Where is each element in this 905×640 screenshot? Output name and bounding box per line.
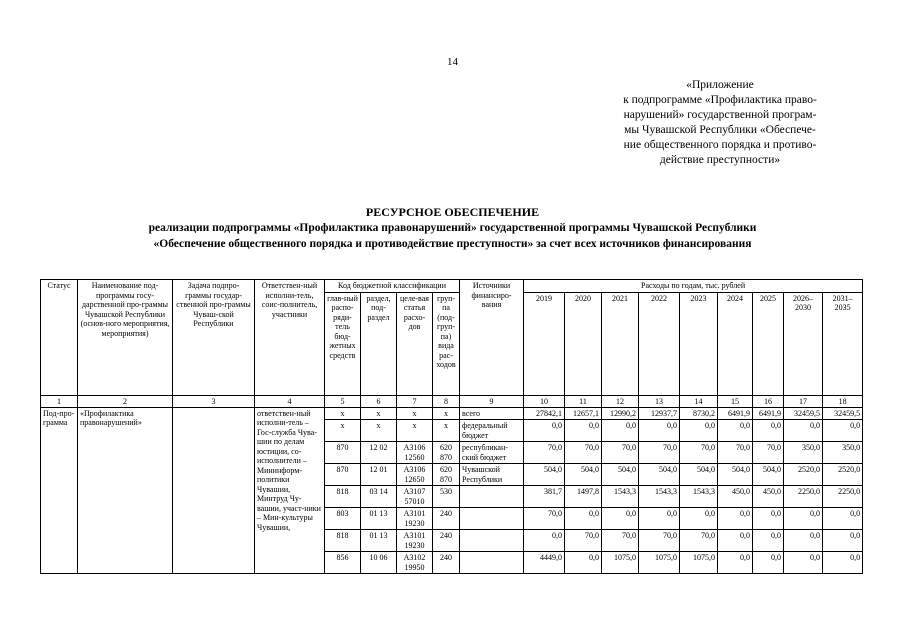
- header-year: 2031–2035: [823, 292, 863, 395]
- header-expense-group: груп-па (под-груп-па) вида рас-ходов: [433, 292, 460, 395]
- expense-value-cell: 70,0: [639, 530, 680, 552]
- expense-value-cell: 2250,0: [784, 486, 823, 508]
- column-number-row: [41, 395, 863, 407]
- expense-value-cell: 4449,0: [524, 552, 565, 574]
- target-article-cell: А3106 12650: [397, 464, 433, 486]
- expense-value-cell: 504,0: [602, 464, 639, 486]
- expense-value-cell: 0,0: [718, 530, 753, 552]
- column-number-cell: 10: [524, 395, 565, 407]
- column-number-cell: 1: [41, 395, 78, 407]
- funding-source-cell: [460, 552, 524, 574]
- column-number-cell: 6: [361, 395, 397, 407]
- column-number-cell: 16: [753, 395, 784, 407]
- task-cell: [173, 407, 255, 574]
- header-section: раздел, под-раздел: [361, 292, 397, 395]
- section-cell: 12 01: [361, 464, 397, 486]
- expense-group-cell: 240: [433, 530, 460, 552]
- header-chief-manager: глав-ный распо-ряди-тель бюд-жетных средств: [325, 292, 361, 395]
- appendix-line: «Приложение: [686, 79, 754, 91]
- expense-value-cell: 2520,0: [784, 464, 823, 486]
- chief-manager-cell: x: [325, 420, 361, 442]
- expense-value-cell: 0,0: [680, 508, 718, 530]
- expense-value-cell: 8730,2: [680, 407, 718, 420]
- funding-source-cell: [460, 530, 524, 552]
- column-number-cell: 4: [255, 395, 325, 407]
- column-number-cell: 18: [823, 395, 863, 407]
- expense-value-cell: 0,0: [639, 508, 680, 530]
- document-title-block: [0, 204, 905, 252]
- header-status: Статус: [41, 280, 78, 396]
- document-subtitle-line: реализации подпрограммы «Профилактика правонарушений» государственной программы Чувашской Республики: [148, 222, 757, 234]
- expense-value-cell: 32459,5: [823, 407, 863, 420]
- expense-value-cell: 70,0: [753, 442, 784, 464]
- column-number-cell: 12: [602, 395, 639, 407]
- header-year: 2023: [680, 292, 718, 395]
- expense-value-cell: 70,0: [602, 442, 639, 464]
- expense-value-cell: 27842,1: [524, 407, 565, 420]
- appendix-line: действие преступности»: [659, 154, 781, 166]
- expense-value-cell: 6491,9: [753, 407, 784, 420]
- chief-manager-cell: 856: [325, 552, 361, 574]
- header-expenses: Расходы по годам, тыс. рублей: [524, 280, 863, 293]
- appendix-line: ние общественного порядка и противо-: [623, 139, 817, 151]
- expense-value-cell: 0,0: [565, 420, 602, 442]
- expense-value-cell: 1543,3: [680, 486, 718, 508]
- expense-value-cell: 2250,0: [823, 486, 863, 508]
- expense-value-cell: 504,0: [524, 464, 565, 486]
- header-budget-code: Код бюджетной классификации: [325, 280, 460, 293]
- column-number-cell: 2: [78, 395, 173, 407]
- column-number-cell: 15: [718, 395, 753, 407]
- expense-value-cell: 70,0: [565, 530, 602, 552]
- funding-source-cell: республикан-ский бюджет: [460, 442, 524, 464]
- expense-value-cell: 381,7: [524, 486, 565, 508]
- expense-value-cell: 0,0: [753, 420, 784, 442]
- expense-value-cell: 0,0: [753, 508, 784, 530]
- header-task: Задача подпро-граммы государ-ственной про-граммы Чуваш-ской Республики: [173, 280, 255, 396]
- expense-group-cell: 620 870: [433, 464, 460, 486]
- expense-group-cell: 530: [433, 486, 460, 508]
- target-article-cell: А3101 19230: [397, 508, 433, 530]
- status-cell: Под-про-грамма: [41, 407, 78, 574]
- expense-value-cell: 450,0: [753, 486, 784, 508]
- expense-group-cell: 620 870: [433, 442, 460, 464]
- header-year: 2024: [718, 292, 753, 395]
- target-article-cell: А3102 19950: [397, 552, 433, 574]
- expense-value-cell: 504,0: [639, 464, 680, 486]
- header-year: 2021: [602, 292, 639, 395]
- expense-value-cell: 0,0: [524, 530, 565, 552]
- expense-value-cell: 350,0: [784, 442, 823, 464]
- appendix-line: нарушений» государственной програм-: [623, 109, 817, 121]
- column-number-cell: 3: [173, 395, 255, 407]
- header-target-article: целе-вая статья расхо-дов: [397, 292, 433, 395]
- chief-manager-cell: 870: [325, 464, 361, 486]
- expense-value-cell: 0,0: [823, 420, 863, 442]
- expense-value-cell: 0,0: [602, 420, 639, 442]
- column-number-cell: 7: [397, 395, 433, 407]
- chief-manager-cell: 803: [325, 508, 361, 530]
- expense-value-cell: 1075,0: [680, 552, 718, 574]
- resource-table: [40, 279, 863, 574]
- header-responsible: Ответствен-ный исполни-тель, соис-полнитель, участники: [255, 280, 325, 396]
- appendix-line: к подпрограмме «Профилактика право-: [623, 94, 817, 106]
- column-number-cell: 13: [639, 395, 680, 407]
- expense-value-cell: 70,0: [718, 442, 753, 464]
- column-number-cell: 11: [565, 395, 602, 407]
- appendix-line: мы Чувашской Республики «Обеспече-: [624, 124, 816, 136]
- expense-value-cell: 0,0: [753, 530, 784, 552]
- header-name: Наименование под-программы госу-дарственной про-граммы Чувашской Республики (основ-ного мероприятия, мероприятия): [78, 280, 173, 396]
- section-cell: 03 14: [361, 486, 397, 508]
- target-article-cell: x: [397, 407, 433, 420]
- expense-value-cell: 0,0: [718, 552, 753, 574]
- expense-value-cell: 1075,0: [602, 552, 639, 574]
- expense-value-cell: 70,0: [524, 508, 565, 530]
- expense-group-cell: 240: [433, 552, 460, 574]
- expense-group-cell: x: [433, 420, 460, 442]
- section-cell: x: [361, 420, 397, 442]
- expense-value-cell: 0,0: [565, 552, 602, 574]
- expense-value-cell: 1543,3: [602, 486, 639, 508]
- funding-source-cell: Чувашской Республики: [460, 464, 524, 486]
- expense-value-cell: 70,0: [524, 442, 565, 464]
- target-article-cell: x: [397, 420, 433, 442]
- header-year: 2025: [753, 292, 784, 395]
- expense-value-cell: 0,0: [639, 420, 680, 442]
- name-cell: «Профилактика правонарушений»: [78, 407, 173, 574]
- page-number: 14: [447, 56, 458, 68]
- expense-value-cell: 2520,0: [823, 464, 863, 486]
- expense-value-cell: 0,0: [524, 420, 565, 442]
- header-year: 2019: [524, 292, 565, 395]
- column-number-cell: 5: [325, 395, 361, 407]
- header-year: 2026–2030: [784, 292, 823, 395]
- expense-value-cell: 504,0: [565, 464, 602, 486]
- expense-value-cell: 1075,0: [639, 552, 680, 574]
- expense-value-cell: 1497,8: [565, 486, 602, 508]
- target-article-cell: А3101 19230: [397, 530, 433, 552]
- chief-manager-cell: 818: [325, 486, 361, 508]
- section-cell: 12 02: [361, 442, 397, 464]
- section-cell: x: [361, 407, 397, 420]
- section-cell: 10 06: [361, 552, 397, 574]
- funding-source-cell: [460, 508, 524, 530]
- expense-value-cell: 350,0: [823, 442, 863, 464]
- column-number-cell: 9: [460, 395, 524, 407]
- document-subtitle-line: «Обеспечение общественного порядка и противодействие преступности» за счет всех источников финансирования: [153, 238, 752, 250]
- expense-value-cell: 32459,5: [784, 407, 823, 420]
- expense-value-cell: 0,0: [718, 508, 753, 530]
- expense-value-cell: 6491,9: [718, 407, 753, 420]
- expense-value-cell: 12937,7: [639, 407, 680, 420]
- chief-manager-cell: 870: [325, 442, 361, 464]
- expense-value-cell: 504,0: [753, 464, 784, 486]
- column-number-cell: 17: [784, 395, 823, 407]
- expense-value-cell: 70,0: [680, 530, 718, 552]
- target-article-cell: А3107 57010: [397, 486, 433, 508]
- expense-value-cell: 0,0: [823, 552, 863, 574]
- expense-value-cell: 0,0: [565, 508, 602, 530]
- expense-value-cell: 0,0: [784, 508, 823, 530]
- expense-value-cell: 0,0: [753, 552, 784, 574]
- expense-value-cell: 0,0: [784, 552, 823, 574]
- expense-value-cell: 450,0: [718, 486, 753, 508]
- funding-source-cell: федеральный бюджет: [460, 420, 524, 442]
- section-cell: 01 13: [361, 530, 397, 552]
- expense-value-cell: 70,0: [639, 442, 680, 464]
- expense-value-cell: 12990,2: [602, 407, 639, 420]
- expense-value-cell: 70,0: [565, 442, 602, 464]
- expense-group-cell: x: [433, 407, 460, 420]
- expense-value-cell: 0,0: [823, 530, 863, 552]
- expense-value-cell: 70,0: [602, 530, 639, 552]
- expense-group-cell: 240: [433, 508, 460, 530]
- section-cell: 01 13: [361, 508, 397, 530]
- funding-source-cell: [460, 486, 524, 508]
- responsible-cell: ответствен-ный исполни-тель – Гос-служба Чува-шии по делам юстиции, со-исполнители – Мининформ-политики Чувашии, Минтруд Чу-вашии, участ-ники – Мин-культуры Чувашии,: [255, 407, 325, 574]
- expense-value-cell: 70,0: [680, 442, 718, 464]
- expense-value-cell: 0,0: [784, 530, 823, 552]
- appendix-caption: [600, 78, 840, 168]
- expense-value-cell: 0,0: [823, 508, 863, 530]
- column-number-cell: 14: [680, 395, 718, 407]
- expense-value-cell: 1543,3: [639, 486, 680, 508]
- table-row: [41, 407, 863, 420]
- funding-source-cell: всего: [460, 407, 524, 420]
- expense-value-cell: 504,0: [718, 464, 753, 486]
- chief-manager-cell: 818: [325, 530, 361, 552]
- expense-value-cell: 0,0: [680, 420, 718, 442]
- expense-value-cell: 12657,1: [565, 407, 602, 420]
- page-bottom-margin: [0, 577, 905, 640]
- header-year: 2022: [639, 292, 680, 395]
- document-title: РЕСУРСНОЕ ОБЕСПЕЧЕНИЕ: [365, 205, 540, 219]
- chief-manager-cell: x: [325, 407, 361, 420]
- expense-value-cell: 0,0: [784, 420, 823, 442]
- expense-value-cell: 504,0: [680, 464, 718, 486]
- header-sources: Источники финансиро-вания: [460, 280, 524, 396]
- header-year: 2020: [565, 292, 602, 395]
- column-number-cell: 8: [433, 395, 460, 407]
- expense-value-cell: 0,0: [718, 420, 753, 442]
- expense-value-cell: 0,0: [602, 508, 639, 530]
- target-article-cell: А3106 12560: [397, 442, 433, 464]
